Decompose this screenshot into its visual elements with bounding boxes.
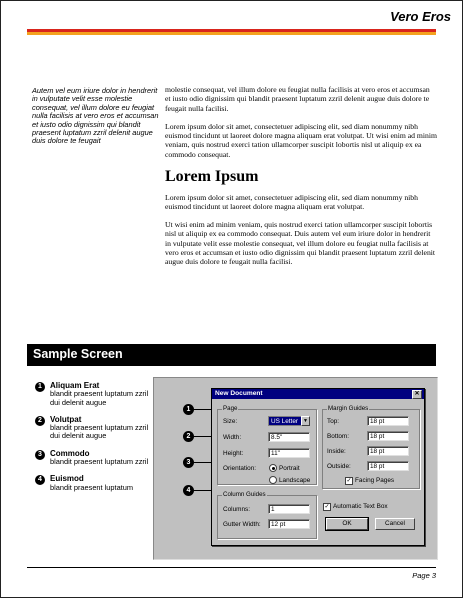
inside-margin-label: Inside: — [327, 448, 346, 455]
running-header-title: Vero Eros — [390, 9, 451, 24]
step-number-badge: 3 — [35, 450, 45, 460]
automatic-text-box-checkbox[interactable]: ✓ — [324, 504, 330, 510]
callout-badge: 2 — [183, 431, 194, 442]
landscape-radio[interactable] — [269, 476, 277, 484]
outside-margin-label: Outside: — [327, 463, 351, 470]
dialog-title: New Document — [215, 390, 263, 397]
body-paragraph: molestie consequat, vel illum dolore eu feugiat nulla facilisis at vero eros et accumsan et iusto odio dignissim qui blandit praesent luptatum zzril delenit augue duis dolore te feugait nulla facilisi. — [165, 85, 430, 113]
landscape-label: Landscape — [279, 477, 311, 484]
section-banner — [27, 344, 436, 366]
step-title: Aliquam Erat — [50, 381, 100, 390]
step-title: Commodo — [50, 448, 90, 458]
portrait-label: Portrait — [279, 465, 300, 472]
outside-margin-field[interactable]: 18 pt — [367, 461, 409, 471]
column-guides-group — [217, 491, 317, 539]
cancel-button[interactable]: Cancel — [375, 518, 415, 530]
section-heading: Lorem Ipsum — [165, 167, 259, 185]
automatic-text-box-label: Automatic Text Box — [333, 503, 388, 510]
margin-guides-group-label: Margin Guides — [328, 405, 369, 412]
step-item — [35, 475, 155, 492]
ok-button[interactable]: OK — [326, 518, 368, 530]
bottom-margin-label: Bottom: — [327, 433, 350, 440]
step-title: Euismod — [50, 474, 84, 484]
step-item — [35, 382, 155, 407]
top-margin-label: Top: — [327, 418, 340, 425]
body-paragraph: Lorem ipsum dolor sit amet, consectetuer adipiscing elit, sed diam nonummy nibh euismod tincidunt ut laoreet dolore magna aliquam erat volutpat. — [165, 192, 418, 211]
step-description: blandit praesent luptatum — [50, 482, 133, 492]
gutter-width-field[interactable]: 12 pt — [268, 519, 310, 529]
body-paragraph: Ut wisi enim ad minim veniam, quis nostrud exerci tation ullamcorper suscipit lobortis nisl ut aliquip ex ea commodo consequat. Duis autem vel eum iriure dolor in hendrerit in vulputate velit esse molestie consequat, vel illum dolore eu feugiat nulla facilisis at vero eros et accumsan et iusto odio dignissim qui blandit praesent luptatum zzril delenit augue duis dolore te feugait nulla facilisi. — [165, 220, 436, 267]
gutter-width-label: Gutter Width: — [223, 521, 261, 528]
top-margin-field[interactable]: 18 pt — [367, 416, 409, 426]
chevron-down-icon[interactable]: ▼ — [301, 416, 310, 426]
height-field[interactable]: 11" — [268, 448, 310, 458]
section-banner-title: Sample Screen — [33, 347, 123, 361]
step-number-badge: 1 — [35, 382, 45, 392]
callout-badge: 3 — [183, 457, 194, 468]
step-list — [35, 382, 155, 501]
columns-field[interactable]: 1 — [268, 504, 310, 514]
width-field[interactable]: 8.5" — [268, 432, 310, 442]
sidebar-pull-note: Autem vel eum iriure dolor in hendrerit in vulputate velit esse molestie consequat, vel illum dolore eu feugiat nulla facilisis at vero eros et accumsan et iusto odio dignissim qui blandit praesent luptatum zzril delenit augue duis dolore te feugait — [32, 86, 159, 146]
footer-rule — [27, 567, 436, 568]
facing-pages-label: Facing Pages — [355, 477, 395, 484]
dialog-title-bar[interactable] — [212, 389, 424, 399]
step-description: blandit praesent luptatum zzril dui delenit augue — [50, 423, 149, 441]
callout-badge: 4 — [183, 485, 194, 496]
callout-badge: 1 — [183, 404, 194, 415]
step-number-badge: 4 — [35, 475, 45, 485]
body-paragraph: Lorem ipsum dolor sit amet, consectetuer adipiscing elit, sed diam nonummy nibh euismod tincidunt ut laoreet dolore magna aliquam erat volutpat. Ut wisi enim ad minim veniam, quis nostrud exerci tation ullamcorper suscipit lobortis nisl ut aliquip ex ea commodo consequat. — [165, 121, 437, 159]
columns-label: Columns: — [223, 506, 250, 513]
new-document-dialog — [211, 388, 425, 546]
page-number: Page 3 — [412, 571, 436, 580]
step-title: Volutpat — [50, 414, 82, 424]
height-label: Height: — [223, 450, 244, 457]
size-select-value: US Letter — [271, 418, 298, 425]
orientation-label: Orientation: — [223, 465, 257, 472]
inside-margin-field[interactable]: 18 pt — [367, 446, 409, 456]
step-description: blandit praesent luptatum zzril — [50, 457, 149, 467]
header-rule-orange — [27, 32, 436, 35]
step-item — [35, 416, 155, 441]
close-icon[interactable]: ✕ — [412, 390, 422, 399]
page-group-label: Page — [223, 405, 238, 412]
step-item — [35, 450, 155, 467]
portrait-radio[interactable] — [269, 464, 277, 472]
size-select[interactable] — [268, 416, 310, 426]
facing-pages-checkbox[interactable]: ✓ — [346, 478, 352, 484]
bottom-margin-field[interactable]: 18 pt — [367, 431, 409, 441]
width-label: Width: — [223, 434, 242, 441]
body-text — [165, 85, 437, 275]
step-number-badge: 2 — [35, 416, 45, 426]
step-description: blandit praesent luptatum zzril dui delenit augue — [50, 389, 149, 407]
column-guides-group-label: Column Guides — [223, 491, 266, 498]
size-label: Size: — [223, 418, 238, 425]
